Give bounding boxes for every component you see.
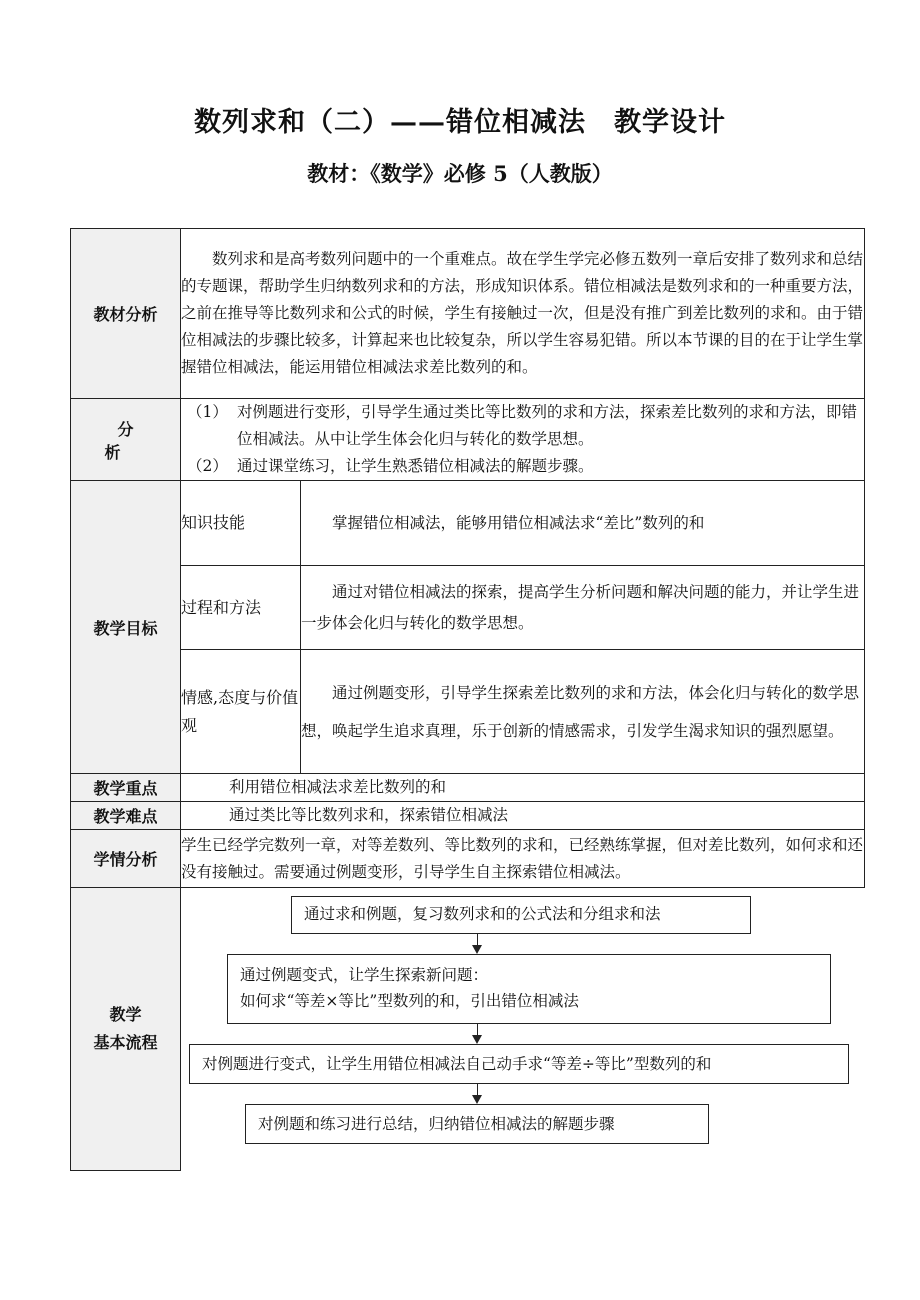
page-subtitle: 教材：《数学》必修 5（人教版）	[307, 161, 613, 186]
flow-step-1: 通过求和例题，复习数列求和的公式法和分组求和法	[291, 896, 751, 934]
flow-step-2	[227, 954, 831, 1024]
analysis-content	[181, 399, 865, 481]
flow-step-2-line1: 通过例题变式，让学生探索新问题：	[240, 966, 489, 984]
analysis-item-text: 对例题进行变形，引导学生通过类比等比数列的求和方法，探索差比数列的求和方法，即错位相减法。从中让学生体会化归与转化的数学思想。	[237, 403, 858, 448]
goal-text: 通过例题变形，引导学生探索差比数列的求和方法，体会化归与转化的数学思想，唤起学生追求真理，乐于创新的情感需求，引发学生渴求知识的强烈愿望。	[301, 650, 865, 774]
text-key-point: 利用错位相减法求差比数列的和	[181, 774, 865, 802]
row-textbook-analysis	[71, 229, 865, 399]
label-flow-line2: 基本流程	[93, 1032, 158, 1052]
flow-step-4: 对例题和练习进行总结，归纳错位相减法的解题步骤	[245, 1104, 709, 1144]
flow-arrow-down-icon	[477, 1084, 478, 1102]
lesson-plan-table	[70, 228, 865, 1171]
goal-text: 掌握错位相减法，能够用错位相减法求“差比”数列的和	[301, 481, 865, 566]
analysis-item-number: （2）	[187, 457, 228, 475]
label-flow-line1: 教学	[109, 1004, 142, 1024]
label-student-analysis: 学情分析	[71, 830, 181, 888]
label-difficulty: 教学难点	[71, 802, 181, 830]
goal-label: 情感,态度与价值观	[181, 650, 301, 774]
label-analysis: 分 析	[104, 419, 202, 462]
flow-arrow-down-icon	[477, 934, 478, 952]
label-textbook-analysis: 教材分析	[71, 229, 181, 399]
flow-arrow-down-icon	[477, 1024, 478, 1042]
row-teaching-flow	[71, 888, 865, 1171]
analysis-item-number: （1）	[187, 403, 228, 421]
text-textbook-analysis: 数列求和是高考数列问题中的一个重难点。故在学生学完必修五数列一章后安排了数列求和总结的专题课，帮助学生归纳数列求和的方法，形成知识体系。错位相减法是数列求和的一种重要方法，之前在推导等比数列求和公式的时候，学生有接触过一次，但是没有推广到差比数列的求和。由于错位相减法的步骤比较多，计算起来也比较复杂，所以学生容易犯错。所以本节课的目的在于让学生掌握错位相减法，能运用错位相减法求差比数列的和。	[181, 229, 865, 399]
analysis-item-text: 通过课堂练习，让学生熟悉错位相减法的解题步骤。	[237, 457, 594, 475]
row-difficulty	[71, 802, 865, 830]
flow-step-3: 对例题进行变式，让学生用错位相减法自己动手求“等差÷等比”型数列的和	[189, 1044, 849, 1084]
goal-label: 过程和方法	[181, 566, 301, 650]
row-goal-process	[71, 566, 865, 650]
row-goal-emotion	[71, 650, 865, 774]
goal-text: 通过对错位相减法的探索，提高学生分析问题和解决问题的能力，并让学生进一步体会化归与转化的数学思想。	[301, 566, 865, 650]
label-teaching-flow	[71, 888, 181, 1171]
row-analysis	[71, 399, 865, 481]
text-student-analysis: 学生已经学完数列一章，对等差数列、等比数列的求和，已经熟练掌握，但对差比数列，如何求和还没有接触过。需要通过例题变形，引导学生自主探索错位相减法。	[181, 830, 865, 888]
goal-label: 知识技能	[181, 481, 301, 566]
label-key-point: 教学重点	[71, 774, 181, 802]
analysis-item	[181, 453, 864, 480]
analysis-item	[181, 399, 864, 453]
text-difficulty: 通过类比等比数列求和，探索错位相减法	[181, 802, 865, 830]
flow-step-2-line2: 如何求“等差×等比”型数列的和，引出错位相减法	[240, 992, 579, 1010]
row-key-point	[71, 774, 865, 802]
row-goal-knowledge	[71, 481, 865, 566]
row-student-analysis	[71, 830, 865, 888]
page-title: 数列求和（二）——错位相减法 教学设计	[194, 107, 726, 138]
label-teaching-goals: 教学目标	[71, 481, 181, 774]
flowchart	[181, 888, 865, 1170]
